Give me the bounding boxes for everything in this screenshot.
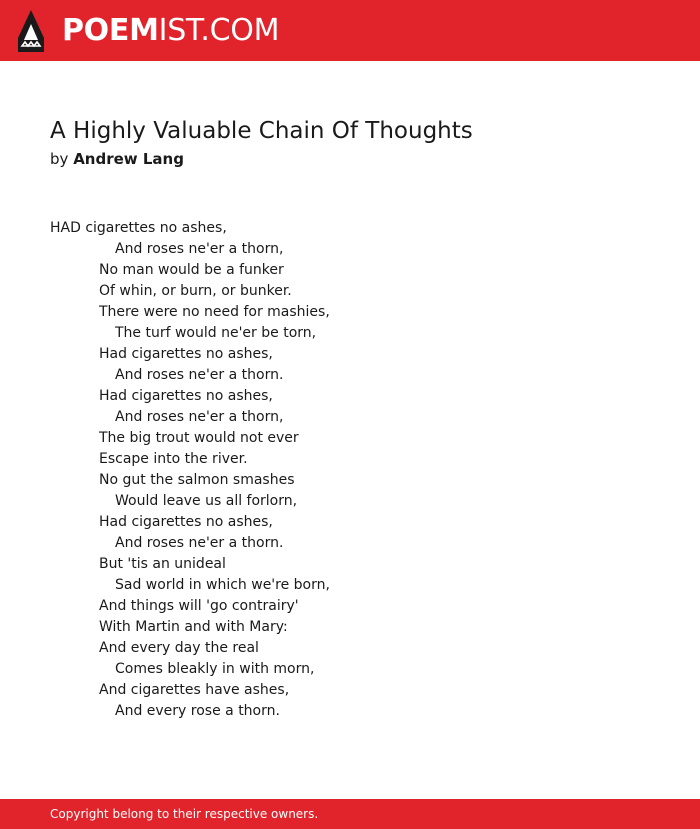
poem-line: Comes bleakly in with morn, (115, 661, 315, 677)
poem-line: Had cigarettes no ashes, (99, 388, 273, 404)
poem-line: No man would be a funker (99, 262, 284, 278)
poem-line: Escape into the river. (99, 451, 248, 467)
poem-line: And every rose a thorn. (115, 703, 280, 719)
poem-line: And roses ne'er a thorn, (115, 241, 284, 257)
poem-line: And every day the real (99, 640, 259, 656)
poem-line: Had cigarettes no ashes, (99, 346, 273, 362)
poem-line: The turf would ne'er be torn, (115, 325, 317, 341)
poem-author: Andrew Lang (73, 150, 184, 168)
copyright-notice: Copyright belong to their respective owners. (50, 807, 319, 821)
poem-line: No gut the salmon smashes (99, 472, 295, 488)
poem-line: And roses ne'er a thorn, (115, 409, 284, 425)
poem-title: A Highly Valuable Chain Of Thoughts (50, 118, 473, 144)
poem-byline (50, 148, 184, 170)
poem-line: And things will 'go contrairy' (99, 598, 299, 614)
poem-line: And roses ne'er a thorn. (115, 367, 284, 383)
poem-line: Would leave us all forlorn, (115, 493, 298, 509)
poem-line: And cigarettes have ashes, (99, 682, 290, 698)
poem-line: There were no need for mashies, (99, 304, 330, 320)
poem-line: Had cigarettes no ashes, (99, 514, 273, 530)
poem-line: HAD cigarettes no ashes, (50, 220, 227, 236)
logo-text-bold: POEM (62, 13, 159, 48)
poem-line: With Martin and with Mary: (99, 619, 288, 635)
poem-line: The big trout would not ever (99, 430, 299, 446)
logo-text-light: IST.COM (158, 13, 280, 48)
poem-line: Of whin, or burn, or bunker. (99, 283, 292, 299)
poem-body (50, 218, 650, 722)
site-logo[interactable] (62, 12, 279, 50)
by-label: by (50, 150, 69, 168)
poem-line: Sad world in which we're born, (115, 577, 330, 593)
site-footer (0, 799, 700, 829)
poem-line: And roses ne'er a thorn. (115, 535, 284, 551)
site-header (0, 0, 700, 61)
poem-line: But 'tis an unideal (99, 556, 226, 572)
pencil-tip-icon[interactable] (18, 10, 44, 52)
